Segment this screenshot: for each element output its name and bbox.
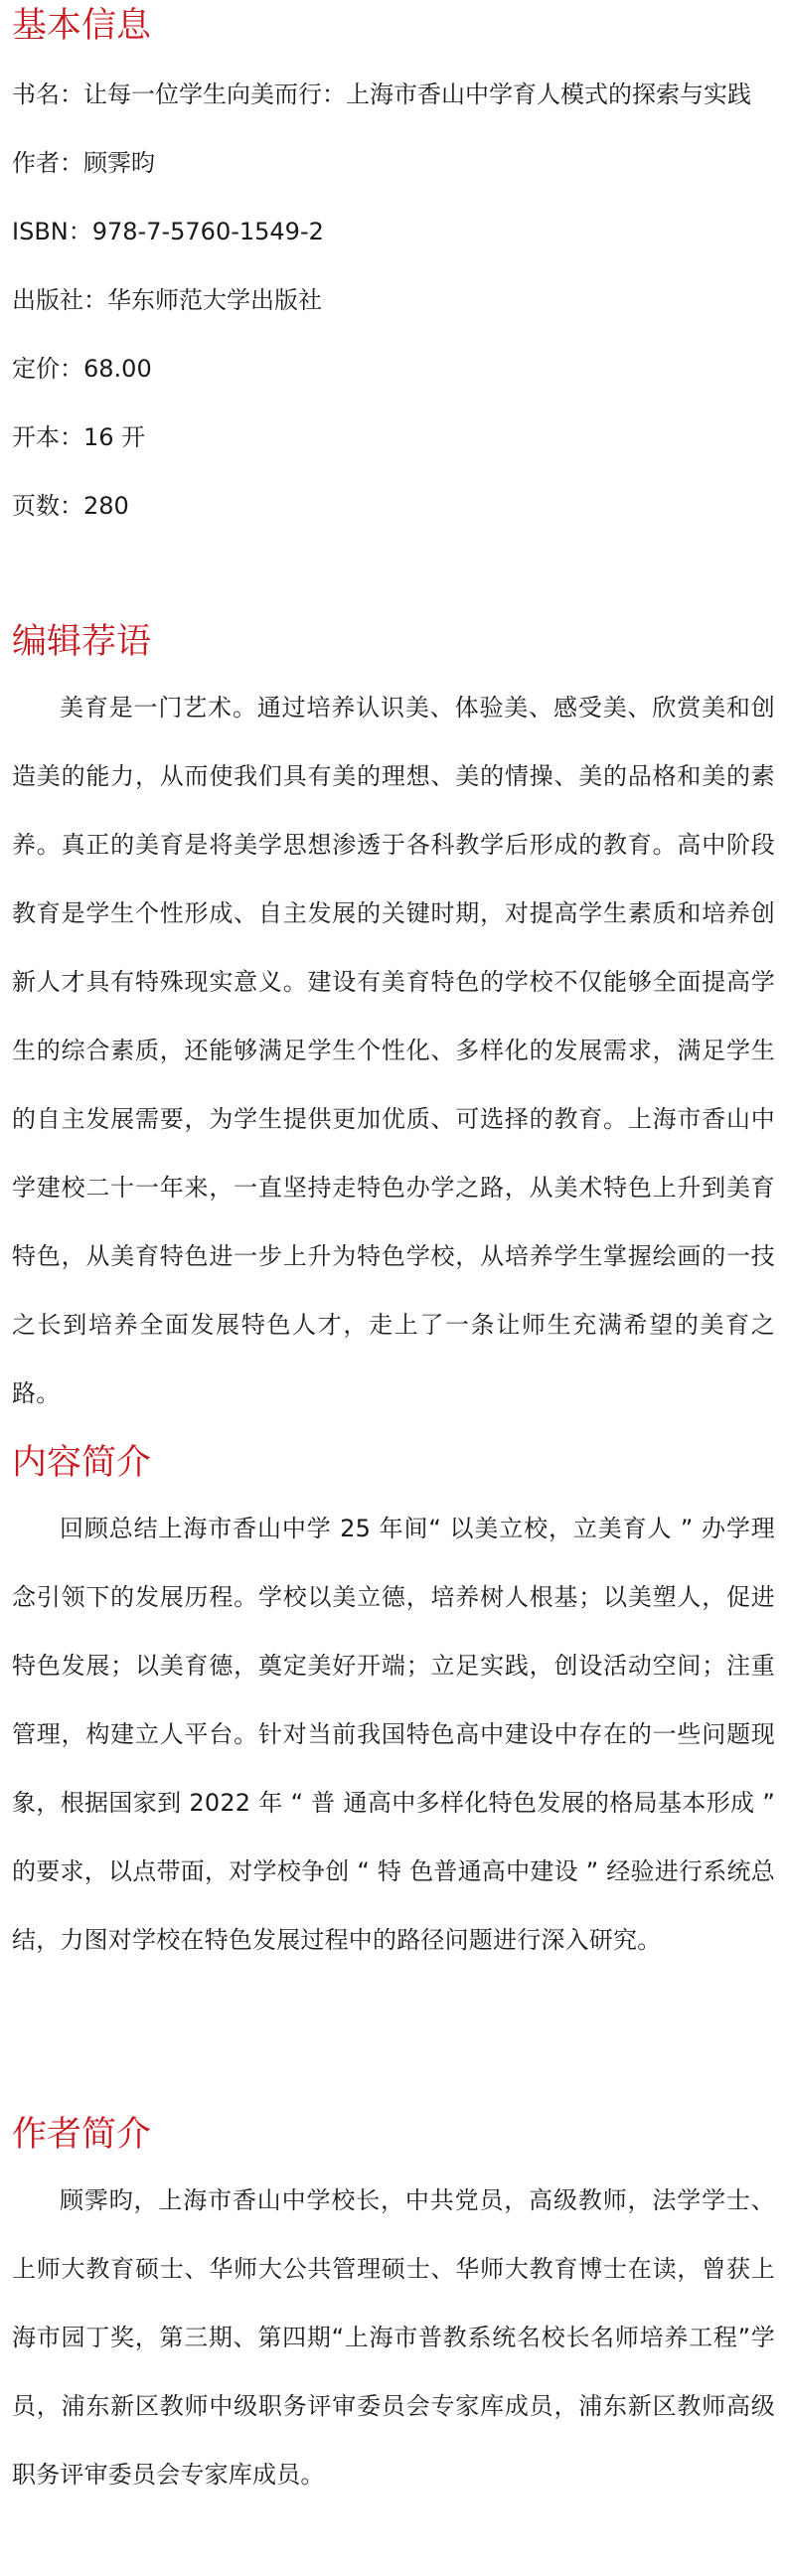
info-row-isbn	[12, 215, 775, 248]
info-value: 16 开	[83, 423, 146, 451]
info-label: 开本：	[12, 423, 83, 451]
content-summary-text: 回顾总结上海市香山中学 25 年间“ 以美立校，立美育人 ” 办学理念引领下的发展历程。学校以美立德，培养树人根基；以美塑人，促进特色发展；以美育德，奠定美好开端；立足实践，创设活动空间；注重管理，构建立人平台。针对当前我国特色高中建设中存在的一些问题现象，根据国家到 2022 年 “ 普 通高中多样化特色发展的格局基本形成 ” 的要求，以点带面，对学校争创 “ 特 色普通高中建设 ” 经验进行系统总结，力图对学校在特色发展过程中的路径问题进行深入研究。	[12, 1515, 775, 1954]
info-label: 出版社：	[12, 286, 107, 314]
info-row-format	[12, 420, 775, 454]
info-row-price	[12, 352, 775, 386]
info-value: 顾霁昀	[83, 149, 155, 177]
basic-info-heading: 基本信息	[12, 6, 152, 46]
editor-recommendation-text: 美育是一门艺术。通过培养认识美、体验美、感受美、欣赏美和创造美的能力，从而使我们具有美的理想、美的情操、美的品格和美的素养。真正的美育是将美学思想渗透于各科教学后形成的教育。高中阶段教育是学生个性形成、自主发展的关键时期，对提高学生素质和培养创新人才具有特殊现实意义。建设有美育特色的学校不仅能够全面提高学生的综合素质，还能够满足学生个性化、多样化的发展需求，满足学生的自主发展需要，为学生提供更加优质、可选择的教育。上海市香山中学建校二十一年来，一直坚持走特色办学之路，从美术特色上升到美育特色，从美育特色进一步上升为特色学校，从培养学生掌握绘画的一技之长到培养全面发展特色人才，走上了一条让师生充满希望的美育之路。	[12, 694, 775, 1407]
info-value: 让每一位学生向美而行：上海市香山中学育人模式的探索与实践	[83, 80, 751, 108]
info-row-title	[12, 78, 775, 111]
info-row-author	[12, 146, 775, 180]
info-row-pages	[12, 489, 775, 523]
author-intro-text: 顾霁昀，上海市香山中学校长，中共党员，高级教师，法学学士、上师大教育硕士、华师大公共管理硕士、华师大教育博士在读，曾获上海市园丁奖，第三期、第四期“上海市普教系统名校长名师培养工程”学员，浦东新区教师中级职务评审委员会专家库成员，浦东新区教师高级职务评审委员会专家库成员。	[12, 2186, 775, 2489]
basic-info-list	[12, 78, 775, 523]
author-intro-heading: 作者简介	[12, 2115, 152, 2155]
author-intro-section	[12, 2111, 775, 2509]
basic-info-section	[12, 2, 775, 523]
info-row-publisher	[12, 283, 775, 317]
info-label: 作者：	[12, 149, 83, 177]
info-value: 280	[83, 492, 129, 520]
info-label: 页数：	[12, 492, 83, 520]
info-value: 68.00	[83, 355, 152, 383]
info-label: 书名：	[12, 80, 83, 108]
editor-recommendation-heading: 编辑荐语	[12, 622, 152, 662]
info-value: 华东师范大学出版社	[107, 286, 322, 314]
info-label: ISBN：	[12, 218, 92, 245]
info-value: 978-7-5760-1549-2	[91, 218, 324, 245]
content-summary-section	[12, 1439, 775, 1975]
editor-recommendation-section	[12, 618, 775, 1428]
info-label: 定价：	[12, 355, 83, 383]
content-summary-heading: 内容简介	[12, 1443, 152, 1483]
